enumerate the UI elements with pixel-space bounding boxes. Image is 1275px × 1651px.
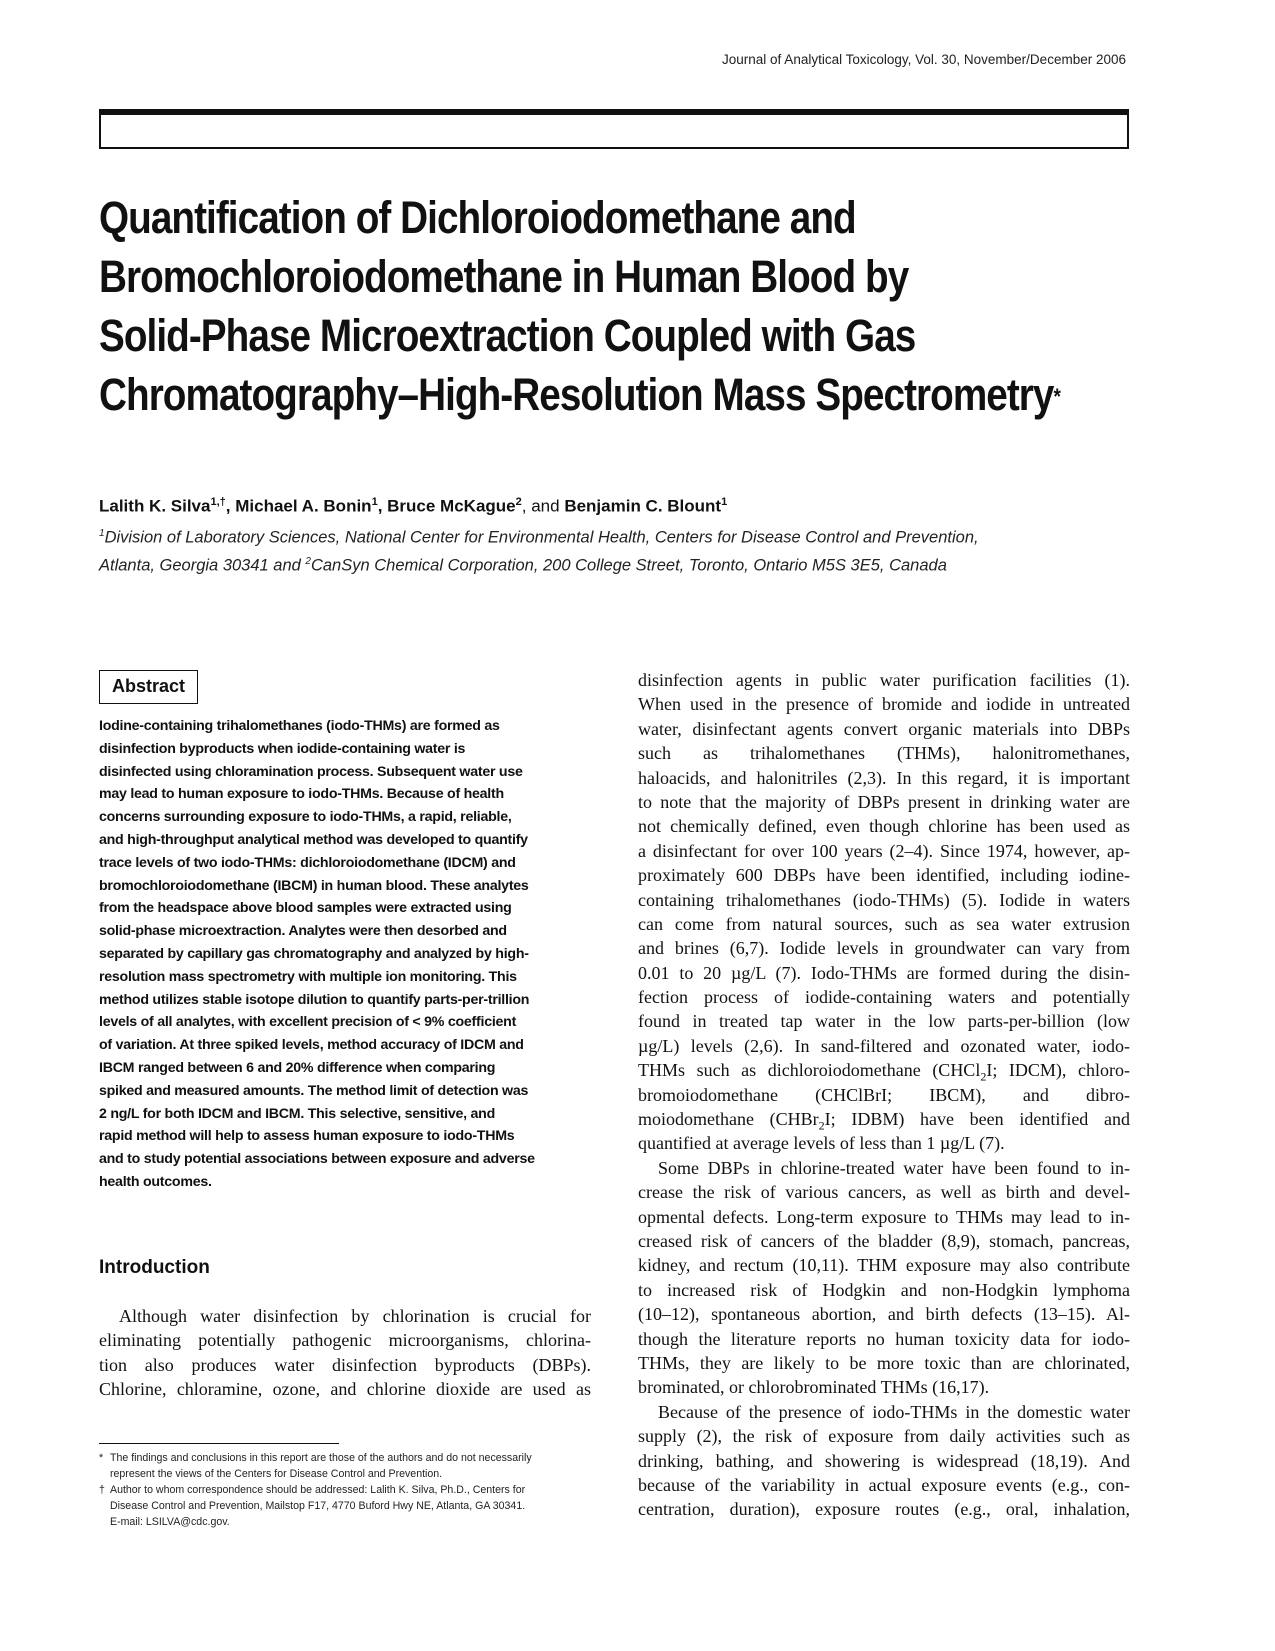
affiliation-superscript: 1 <box>99 528 105 539</box>
body-text-run: THMs such as dichloroiodomethane (CHCl <box>638 1060 981 1081</box>
author-superscript: 1 <box>721 496 728 508</box>
body-line: creased risk of cancers of the bladder (8,9), stomach, pancreas, <box>638 1231 1130 1251</box>
body-line: because of the variability in actual exposure events (e.g., con- <box>638 1474 1130 1495</box>
footnote-line: E-mail: LSILVA@cdc.gov. <box>110 1516 230 1529</box>
abstract-line: trace levels of two iodo-THMs: dichloroiodomethane (IDCM) and <box>99 854 516 871</box>
affiliation-text: Atlanta, Georgia 30341 and <box>99 556 306 574</box>
abstract-line: disinfected using chloramination process. Subsequent water use <box>99 763 523 780</box>
abstract-line: bromochloroiodomethane (IBCM) in human blood. These analytes <box>99 877 529 894</box>
abstract-line: IBCM ranged between 6 and 20% difference when comparing <box>99 1059 496 1076</box>
subscript: 2 <box>980 1069 987 1083</box>
footnote-line: Author to whom correspondence should be addressed: Lalith K. Silva, Ph.D., Centers for <box>110 1484 526 1497</box>
footnote-mark: † <box>99 1484 105 1497</box>
abstract-line: rapid method will help to assess human exposure to iodo-THMs <box>99 1128 515 1145</box>
body-line: Chlorine, chloramine, ozone, and chlorine dioxide are used as <box>99 1379 591 1400</box>
title-line: Bromochloroiodomethane in Human Blood by <box>99 251 909 302</box>
footnote <box>99 1450 599 1482</box>
title-line: Solid-Phase Microextraction Coupled with Gas <box>99 310 916 361</box>
author-list: Lalith K. Silva$^{1,\dagger}$, Michael A. Bonin$^1$, Bruce McKague$^2$, and Benjamin C. Blount$^1$ <box>99 496 728 516</box>
body-line: drinking, bathing, and showering is widespread (18,19). And <box>638 1450 1130 1471</box>
footnotes <box>99 1450 599 1530</box>
author-name: Bruce McKague <box>387 496 516 516</box>
affiliation-superscript: 2 <box>305 555 311 567</box>
body-line: Although water disinfection by chlorination is crucial for <box>119 1306 591 1326</box>
body-line: can come from natural sources, such as sea water extrusion <box>638 913 1130 934</box>
body-line: 0.01 to 20 µg/L (7). Iodo-THMs are formed during the disin- <box>638 962 1130 983</box>
body-line: (10–12), spontaneous abortion, and birth defects (13–15). Al- <box>638 1304 1130 1325</box>
body-line: to note that the majority of DBPs present in drinking water are <box>638 791 1130 812</box>
body-line: containing trihalomethanes (iodo-THMs) (5). Iodide in waters <box>638 889 1130 910</box>
body-line: centration, duration), exposure routes (e.g., oral, inhalation, <box>638 1499 1130 1520</box>
affiliation-line <box>99 522 1159 550</box>
footnote <box>99 1482 599 1530</box>
author-superscript: 1,† <box>210 496 226 508</box>
body-line: µg/L) levels (2,6). In sand-filtered and ozonated water, iodo- <box>638 1035 1130 1056</box>
title-footnote-mark: * <box>1053 384 1060 409</box>
body-line: Because of the presence of iodo-THMs in the domestic water <box>658 1401 1130 1422</box>
introduction-heading: Introduction <box>99 1257 210 1278</box>
body-line: Some DBPs in chlorine-treated water have been found to in- <box>658 1157 1130 1178</box>
body-line <box>638 1107 1130 1131</box>
abstract-line: from the headspace above blood samples were extracted using <box>99 900 512 917</box>
author-name: Lalith K. Silva <box>99 496 211 516</box>
body-line: such as trihalomethanes (THMs), halonitromethanes, <box>638 743 1130 764</box>
body-line: THMs, they are likely to be more toxic than are chlorinated, <box>638 1352 1130 1373</box>
abstract-line: health outcomes. <box>99 1173 212 1190</box>
author-superscript: 2 <box>515 496 522 508</box>
body-text-run: I; IDCM), chloro- <box>986 1060 1130 1081</box>
body-line: proximately 600 DBPs have been identified, including iodine- <box>638 865 1130 886</box>
abstract-line: resolution mass spectrometry with multiple ion monitoring. This <box>99 968 517 985</box>
abstract-line: 2 ng/L for both IDCM and IBCM. This selective, sensitive, and <box>99 1105 495 1122</box>
abstract-line: and to study potential associations between exposure and adverse <box>99 1151 535 1168</box>
body-line: a disinfectant for over 100 years (2–4). Since 1974, however, ap- <box>638 840 1130 861</box>
abstract-line: method utilizes stable isotope dilution to quantify parts-per-trillion <box>99 991 530 1008</box>
body-line: eliminating potentially pathogenic microorganisms, chlorina- <box>99 1330 591 1351</box>
body-line: though the literature reports no human toxicity data for iodo- <box>638 1328 1130 1349</box>
journal-header: Journal of Analytical Toxicology, Vol. 30, November/December 2006 <box>722 52 1126 67</box>
footnote-line: The findings and conclusions in this report are those of the authors and do not necessarily <box>110 1452 532 1464</box>
title-line: Quantification of Dichloroiodomethane and <box>99 192 856 243</box>
author-name: Benjamin C. Blount <box>564 496 722 516</box>
abstract-line: Iodine-containing trihalomethanes (iodo-THMs) are formed as <box>99 718 500 734</box>
title-line-text: Chromatography–High-Resolution Mass Spectrometry <box>99 369 1054 420</box>
abstract-line: concerns surrounding exposure to iodo-THMs, a rapid, reliable, <box>99 809 512 826</box>
affiliation-line <box>99 550 1159 578</box>
body-line: bromoiodomethane (CHClBrI; IBCM), and dibro- <box>638 1084 1130 1105</box>
introduction-paragraph <box>99 1304 591 1402</box>
body-line: quantified at average levels of less than 1 µg/L (7). <box>638 1133 1005 1154</box>
author-superscript: 1 <box>371 496 378 508</box>
body-line: brominated, or chlorobrominated THMs (16,17). <box>638 1377 990 1398</box>
abstract-heading: Abstract <box>99 670 198 704</box>
right-column <box>638 668 1130 1522</box>
body-line: fection process of iodide-containing waters and potentially <box>638 987 1130 1008</box>
body-line: tion also produces water disinfection byproducts (DBPs). <box>99 1354 591 1375</box>
abstract-line: levels of all analytes, with excellent precision of < 9% coefficient <box>99 1014 517 1031</box>
body-line: and brines (6,7). Iodide levels in groundwater can vary from <box>638 938 1130 959</box>
article-title <box>99 188 1131 424</box>
body-line: disinfection agents in public water purification facilities (1). <box>638 670 1130 690</box>
body-line: found in treated tap water in the low parts-per-billion (low <box>638 1011 1130 1032</box>
header-rule-box <box>99 109 1129 149</box>
author-name: Michael A. Bonin <box>235 496 372 516</box>
subscript: 2 <box>818 1118 825 1132</box>
body-line: haloacids, and halonitriles (2,3). In this regard, it is important <box>638 767 1130 788</box>
author-conjunction: and <box>531 496 560 516</box>
abstract-body <box>99 715 599 1194</box>
body-text-run: moiodomethane (CHBr <box>638 1109 819 1130</box>
body-text-run: I; IDBM) have been identified and <box>824 1109 1130 1130</box>
footnote-line: Disease Control and Prevention, Mailstop F17, 4770 Buford Hwy NE, Atlanta, GA 30341. <box>110 1500 526 1513</box>
body-line <box>638 1058 1130 1082</box>
affiliations <box>99 522 1159 577</box>
body-line: water, disinfectant agents convert organic materials into DBPs <box>638 718 1130 739</box>
footnote-mark: * <box>99 1452 104 1464</box>
affiliation-text: Division of Laboratory Sciences, National Center for Environmental Health, Centers for Disease Control and Prevention, <box>104 528 979 547</box>
body-line: crease the risk of various cancers, as well as birth and devel- <box>638 1182 1130 1203</box>
body-line: When used in the presence of bromide and iodide in untreated <box>638 694 1130 715</box>
abstract-line: disinfection byproducts when iodide-containing water is <box>99 740 466 757</box>
abstract-line: and high-throughput analytical method was developed to quantify <box>99 831 528 848</box>
body-line: opmental defects. Long-term exposure to THMs may lead to in- <box>638 1206 1130 1227</box>
abstract-line: of variation. At three spiked levels, method accuracy of IDCM and <box>99 1037 524 1054</box>
body-line: supply (2), the risk of exposure from daily activities such as <box>638 1426 1130 1447</box>
abstract-line: spiked and measured amounts. The method limit of detection was <box>99 1082 529 1099</box>
abstract-line: solid-phase microextraction. Analytes were then desorbed and <box>99 923 507 940</box>
body-line: not chemically defined, even though chlorine has been used as <box>638 816 1130 837</box>
abstract-line: separated by capillary gas chromatography and analyzed by high- <box>99 945 529 962</box>
title-line <box>99 365 1131 424</box>
abstract-line: may lead to human exposure to iodo-THMs. Because of health <box>99 786 504 803</box>
footnote-line: represent the views of the Centers for Disease Control and Prevention. <box>110 1468 443 1481</box>
body-line: to increased risk of Hodgkin and non-Hodgkin lymphoma <box>638 1279 1130 1300</box>
affiliation-text: CanSyn Chemical Corporation, 200 College Street, Toronto, Ontario M5S 3E5, Canada <box>310 556 947 574</box>
footnote-divider <box>99 1443 339 1444</box>
body-line: kidney, and rectum (10,11). THM exposure may also contribute <box>638 1255 1130 1276</box>
